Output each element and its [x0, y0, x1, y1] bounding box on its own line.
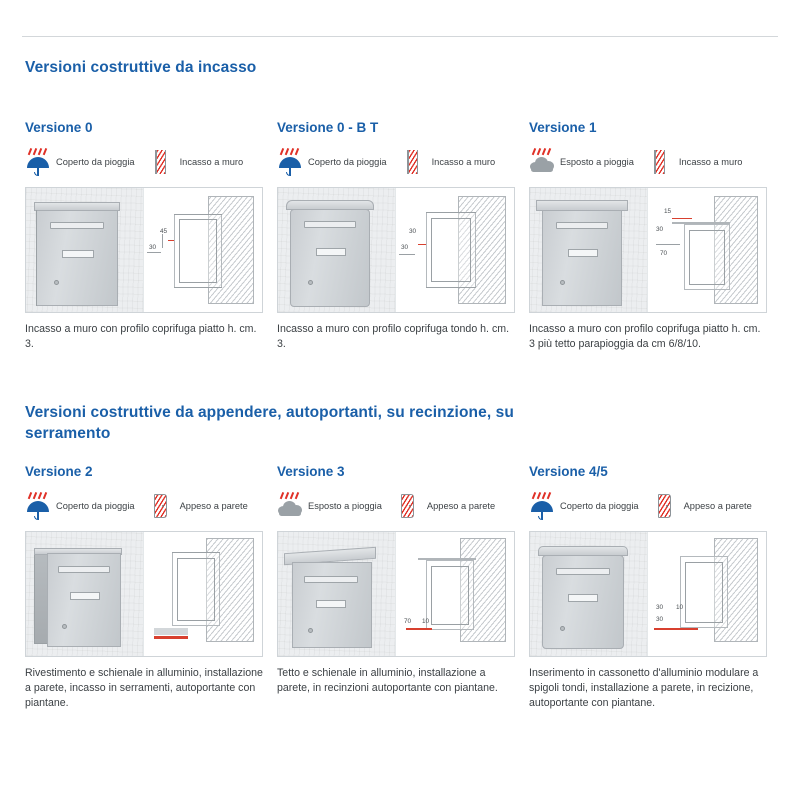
version-title: Versione 1 [529, 120, 597, 135]
version-caption: Rivestimento e schienale in alluminio, installazione a parete, incasso in serramenti, autoportante con piantane. [25, 667, 263, 710]
wall-recess-icon [648, 148, 674, 176]
version-card-versione-3 [274, 464, 526, 711]
version-title: Versione 0 [25, 120, 93, 135]
badge-row [529, 491, 778, 521]
badge-coperto-da-pioggia [25, 148, 135, 176]
section-title-appendere: Versioni costruttive da appendere, autoportanti, su recinzione, su serramento [25, 404, 514, 442]
badge-row [277, 491, 512, 521]
illustration-section-view [648, 532, 766, 656]
version-caption: Incasso a muro con profilo coprifuga tondo h. cm. 3. [277, 323, 510, 351]
top-divider [22, 36, 778, 37]
illustration-pair [277, 531, 515, 657]
illustration-pair [25, 531, 263, 657]
wall-panel-icon [653, 492, 679, 520]
illustration-section-view [396, 188, 514, 312]
version-caption: Incasso a muro con profilo coprifuga piatto h. cm. 3 più tetto parapioggia da cm 6/8/10. [529, 323, 761, 351]
dimension-label: 30 [656, 226, 664, 233]
badge-row [25, 147, 260, 177]
badge-incasso-a-muro [149, 148, 244, 176]
badge-label: Appeso a parete [179, 501, 248, 511]
cloud-rain-icon [529, 148, 555, 176]
illustration-front-view [278, 532, 396, 656]
dimension-label: 10 [676, 604, 684, 611]
badge-row [529, 147, 778, 177]
badge-incasso-a-muro [648, 148, 743, 176]
badge-label: Incasso a muro [179, 157, 244, 167]
badge-appeso-a-parete [149, 492, 248, 520]
badge-esposto-a-pioggia [529, 148, 634, 176]
umbrella-rain-icon [277, 148, 303, 176]
illustration-pair [277, 187, 515, 313]
badge-label: Appeso a parete [426, 501, 496, 511]
dimension-label: 30 [656, 604, 664, 611]
dimension-label: 45 [160, 228, 168, 235]
illustration-section-view [144, 532, 262, 656]
badge-label: Incasso a muro [678, 157, 743, 167]
badge-label: Esposto a pioggia [560, 157, 634, 167]
version-title: Versione 0 - B T [277, 120, 379, 135]
illustration-pair [529, 531, 767, 657]
version-card-versione-0 [22, 120, 274, 352]
dimension-label: 30 [656, 616, 664, 623]
badge-coperto-da-pioggia [529, 492, 639, 520]
dimension-label: 15 [664, 208, 672, 215]
umbrella-rain-icon [25, 148, 51, 176]
illustration-section-view [648, 188, 766, 312]
badge-esposto-a-pioggia [277, 492, 382, 520]
umbrella-rain-icon [25, 492, 51, 520]
dimension-label: 70 [404, 618, 412, 625]
dimension-label: 70 [660, 250, 668, 257]
wall-panel-icon [149, 492, 175, 520]
umbrella-rain-icon [529, 492, 555, 520]
version-caption: Incasso a muro con profilo coprifuga piatto h. cm. 3. [25, 323, 257, 351]
dimension-label: 30 [401, 244, 409, 251]
illustration-front-view [26, 532, 144, 656]
cloud-rain-icon [277, 492, 303, 520]
badge-label: Coperto da pioggia [560, 501, 639, 511]
section-title-incasso: Versioni costruttive da incasso [25, 59, 257, 76]
illustration-section-view [144, 188, 262, 312]
badge-row [277, 147, 512, 177]
illustration-pair [25, 187, 263, 313]
version-title: Versione 2 [25, 464, 93, 479]
version-card-versione-4-5 [526, 464, 778, 711]
version-card-versione-0-bt [274, 120, 526, 352]
illustration-pair [529, 187, 767, 313]
dimension-label: 30 [409, 228, 417, 235]
version-card-versione-2 [22, 464, 274, 711]
badge-label: Appeso a parete [683, 501, 752, 511]
versions-grid-appendere [22, 464, 778, 711]
badge-coperto-da-pioggia [277, 148, 387, 176]
dimension-label: 30 [149, 244, 157, 251]
badge-row [25, 491, 260, 521]
badge-appeso-a-parete [396, 492, 495, 520]
version-title: Versione 3 [277, 464, 345, 479]
badge-incasso-a-muro [401, 148, 496, 176]
badge-appeso-a-parete [653, 492, 752, 520]
badge-label: Incasso a muro [431, 157, 496, 167]
version-title: Versione 4/5 [529, 464, 608, 479]
version-caption: Tetto e schienale in alluminio, installazione a parete, in recinzioni autoportante con piantane. [277, 667, 498, 695]
badge-label: Coperto da pioggia [56, 157, 135, 167]
badge-coperto-da-pioggia [25, 492, 135, 520]
badge-label: Esposto a pioggia [308, 501, 382, 511]
wall-recess-icon [401, 148, 427, 176]
illustration-front-view [278, 188, 396, 312]
illustration-section-view [396, 532, 514, 656]
illustration-front-view [530, 532, 648, 656]
illustration-front-view [26, 188, 144, 312]
wall-panel-icon [396, 492, 422, 520]
version-caption: Inserimento in cassonetto d'alluminio modulare a spigoli tondi, installazione a parete, in recizione, autoportante con piantane. [529, 667, 759, 710]
wall-recess-icon [149, 148, 175, 176]
dimension-label: 10 [422, 618, 430, 625]
badge-label: Coperto da pioggia [56, 501, 135, 511]
illustration-front-view [530, 188, 648, 312]
badge-label: Coperto da pioggia [308, 157, 387, 167]
version-card-versione-1 [526, 120, 778, 352]
versions-grid-incasso [22, 120, 778, 352]
